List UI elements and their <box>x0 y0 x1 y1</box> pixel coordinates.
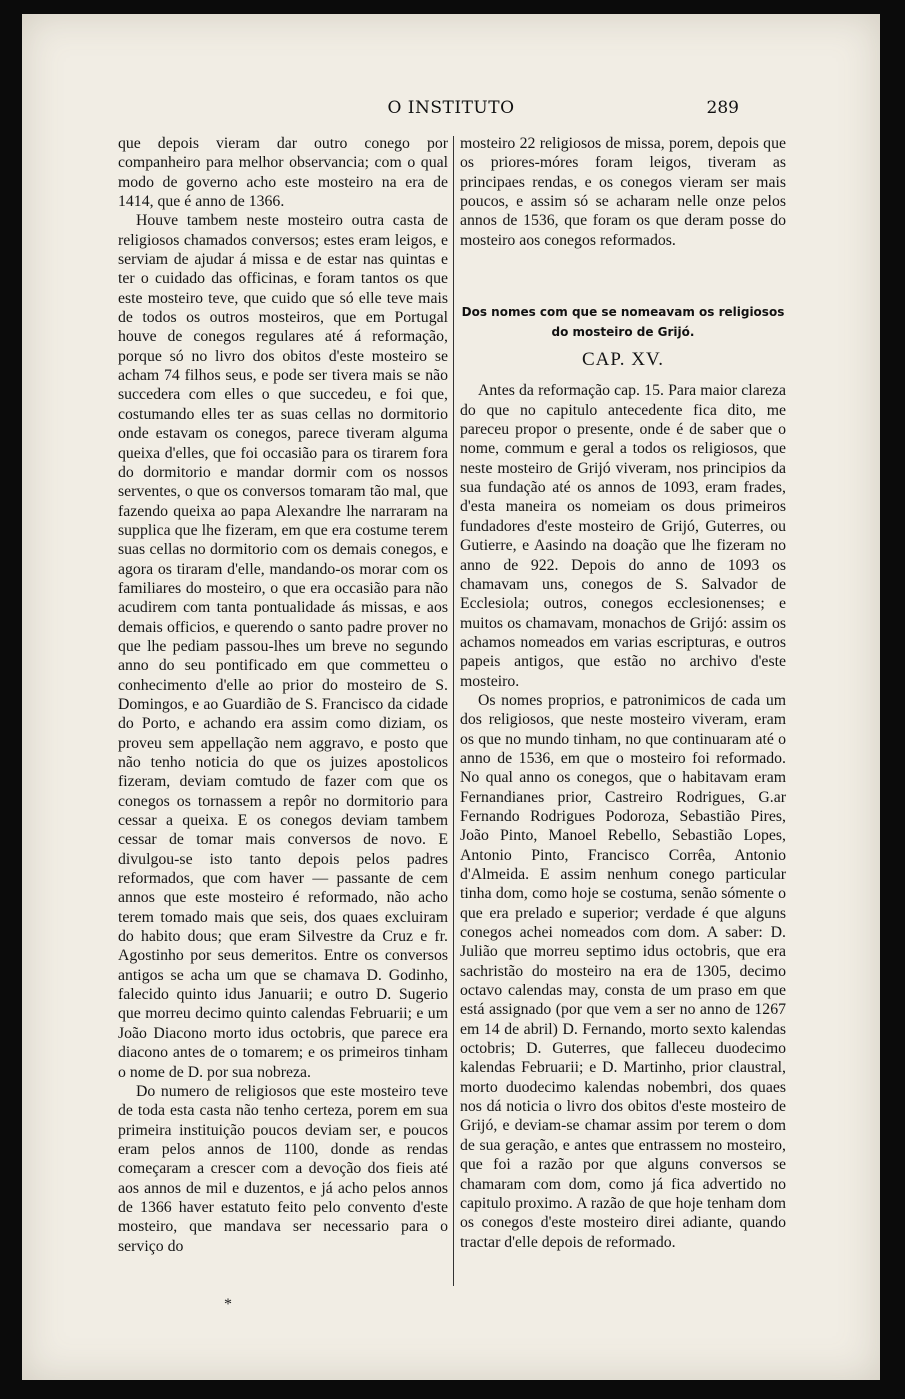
book-page <box>22 14 880 1380</box>
left-column <box>118 134 448 1256</box>
right-top-paragraph: mosteiro 22 religiosos de missa, porem, depois que os priores-móres foram leigos, tiveram as principaes rendas, e os conegos vieram ser mais poucos, e assim só se acharam nelle onze pelos annos de 1536, que foram os que deram posse do mosteiro aos conegos reformados. <box>460 135 786 249</box>
right-column <box>460 134 786 1252</box>
right-paragraph-1: Antes da reformação cap. 15. Para maior clareza do que no capitulo antecedente fica dito, me pareceu propor o presente, onde é de saber que o nome, commum e geral a todos os religiosos, que neste mosteiro de Grijó viveram, nos principios da sua fundação até os annos de 1093, eram frades, d'esta maneira os nomeiam os dous primeiros fundadores d'este mosteiro de Grijó, Guterres, ou Gutierre, e Aasindo na doação que lhe fizeram no anno de 922. Depois do anno de 1093 os chamavam uns, conegos de S. Salvador de Ecclesiola; outros, conegos ecclesionenses; e muitos os chamavam, monachos de Grijó: assim os achamos nomeados em varias escripturas, e outros papeis antigos, que estão no archivo d'este mosteiro. <box>460 382 786 690</box>
running-title: O INSTITUTO <box>387 98 515 118</box>
left-paragraph-2: Houve tambem neste mosteiro outra casta de religiosos chamados conversos; estes eram leigos, e serviam de ajudar á missa e de estar nas quintas e ter o cuidado das officinas, e foram tantos os que este mosteiro teve, que cuido que só elle teve mais de todos os outros mosteiros, que em Portugal houve de conegos regulares até á reformação, porque só no livro dos obitos d'este mosteiro se acham 74 filhos seus, e pode ser tivera mais se não succedera com elles o que succedeu, e foi que, costumando elles ter as suas cellas no dormitorio onde estavam os conegos, parece tiveram alguma queixa d'elles, que foi occasião para os tirarem fora do dormitorio e mandar dormir com os nossos serventes, o que os conversos tomaram tão mal, que fazendo queixa ao papa Alexandre lhe narraram na supplica que lhe fizeram, em que era costume terem suas cellas no dormitorio com os demais conegos, e agora os tiraram d'elle, mandando-os morar com os familiares do mosteiro, o que era occasião para não acudirem com tanta pontualidade ás missas, e aos demais officios, e querendo o santo padre prover no que lhe pediam passou-lhes um breve no segundo anno do seu pontificado em que commetteu o conhecimento d'elle ao prior do mosteiro de S. Domingos, e ao Guardião de S. Francisco da cidade do Porto, e achando era assim como diziam, os proveu sem appellação nem aggravo, e posto que não tenho noticia do que os juizes apostolicos fizeram, deviam comtudo de fazer com que os conegos os tornassem a repôr no dormitorio para cessar a queixa. E os conegos deviam tambem cessar de tomar mais conversos de novo. E divulgou-se isto tanto depois pelos padres reformados, que com haver — passante de cem annos que este mosteiro é reformado, não acho terem tomado mais que seis, dos quaes excluiram do habito dous; que eram Silvestre da Cruz e fr. Agostinho por seus demeritos. Entre os conversos antigos se acha um que se chamava D. Godinho, falecido quinto idus Januarii; e outro D. Sugerio que morreu decimo quinto calendas Februarii; e um João Diacono morto idus octobris, que parece era diacono antes de o tomarem; e os primeiros tinham o nome de D. por sua nobreza. <box>118 212 448 1081</box>
chapter-heading: CAP. XV. <box>581 349 665 371</box>
page-header <box>22 98 880 122</box>
left-paragraph-1: que depois vieram dar outro conego por companheiro para melhor observancia; com o qual modo de governo acho este mosteiro na era de 1414, que é anno de 1366. <box>118 135 448 211</box>
section-heading: Dos nomes com que se nomeavam os religiosos do mosteiro de Grijó. <box>461 305 785 340</box>
right-paragraph-2: Os nomes proprios, e patronimicos de cada um dos religiosos, que neste mosteiro viveram, eram os que no mundo tinham, no que continuaram até o anno de 1536, em que o mosteiro foi reformado. No qual anno os conegos, que o habitavam eram Fernandianes prior, Castreiro Rodrigues, G.ar Fernando Rodrigues Podoroza, Sebastião Pires, João Pinto, Manoel Rebello, Sebastião Lopes, Antonio Pinto, Francisco Corrêa, Antonio d'Almeida. E assim nenhum conego particular tinha dom, como hoje se costuma, senão sómente o que era prelado e superior; verdade é que alguns conegos achei nomeados com dom. A saber: D. Julião que morreu septimo idus octobris, que era sachristão do mosteiro na era de 1305, decimo octavo calendas may, consta de um praso em que está assignado (por que vem a ser no anno de 1267 em 14 de abril) D. Fernando, morto sexto kalendas octobris; D. Guterres, que falleceu duodecimo kalendas Februarii; e D. Martinho, prior claustral, morto duodecimo kalendas nobembri, dos quaes nos dá noticia o livro dos obitos d'este mosteiro de Grijó, e deviam-se chamar assim por terem o dom de sua geração, e antes que entrassem no mosteiro, que foi a razão por que alguns conversos se chamaram com dom, como já fica advertido no capitulo proximo. A razão de que hoje tenham dom os conegos d'este mosteiro direi adiante, quando tractar d'elle depois de reformado. <box>460 691 786 1251</box>
column-divider <box>453 136 454 1286</box>
page-number: 289 <box>706 98 739 118</box>
signature-mark: * <box>224 1296 232 1313</box>
left-paragraph-3: Do numero de religiosos que este mosteiro teve de toda esta casta não tenho certeza, porem em sua primeira instituição poucos deviam ser, e poucos eram pelos annos de 1100, donde as rendas começaram a crescer com a devoção dos fieis até aos annos de mil e duzentos, e já acho pelos annos de 1366 haver estatuto feito pelo convento d'este mosteiro, que mandava ser necessario para o serviço do <box>118 1082 448 1255</box>
